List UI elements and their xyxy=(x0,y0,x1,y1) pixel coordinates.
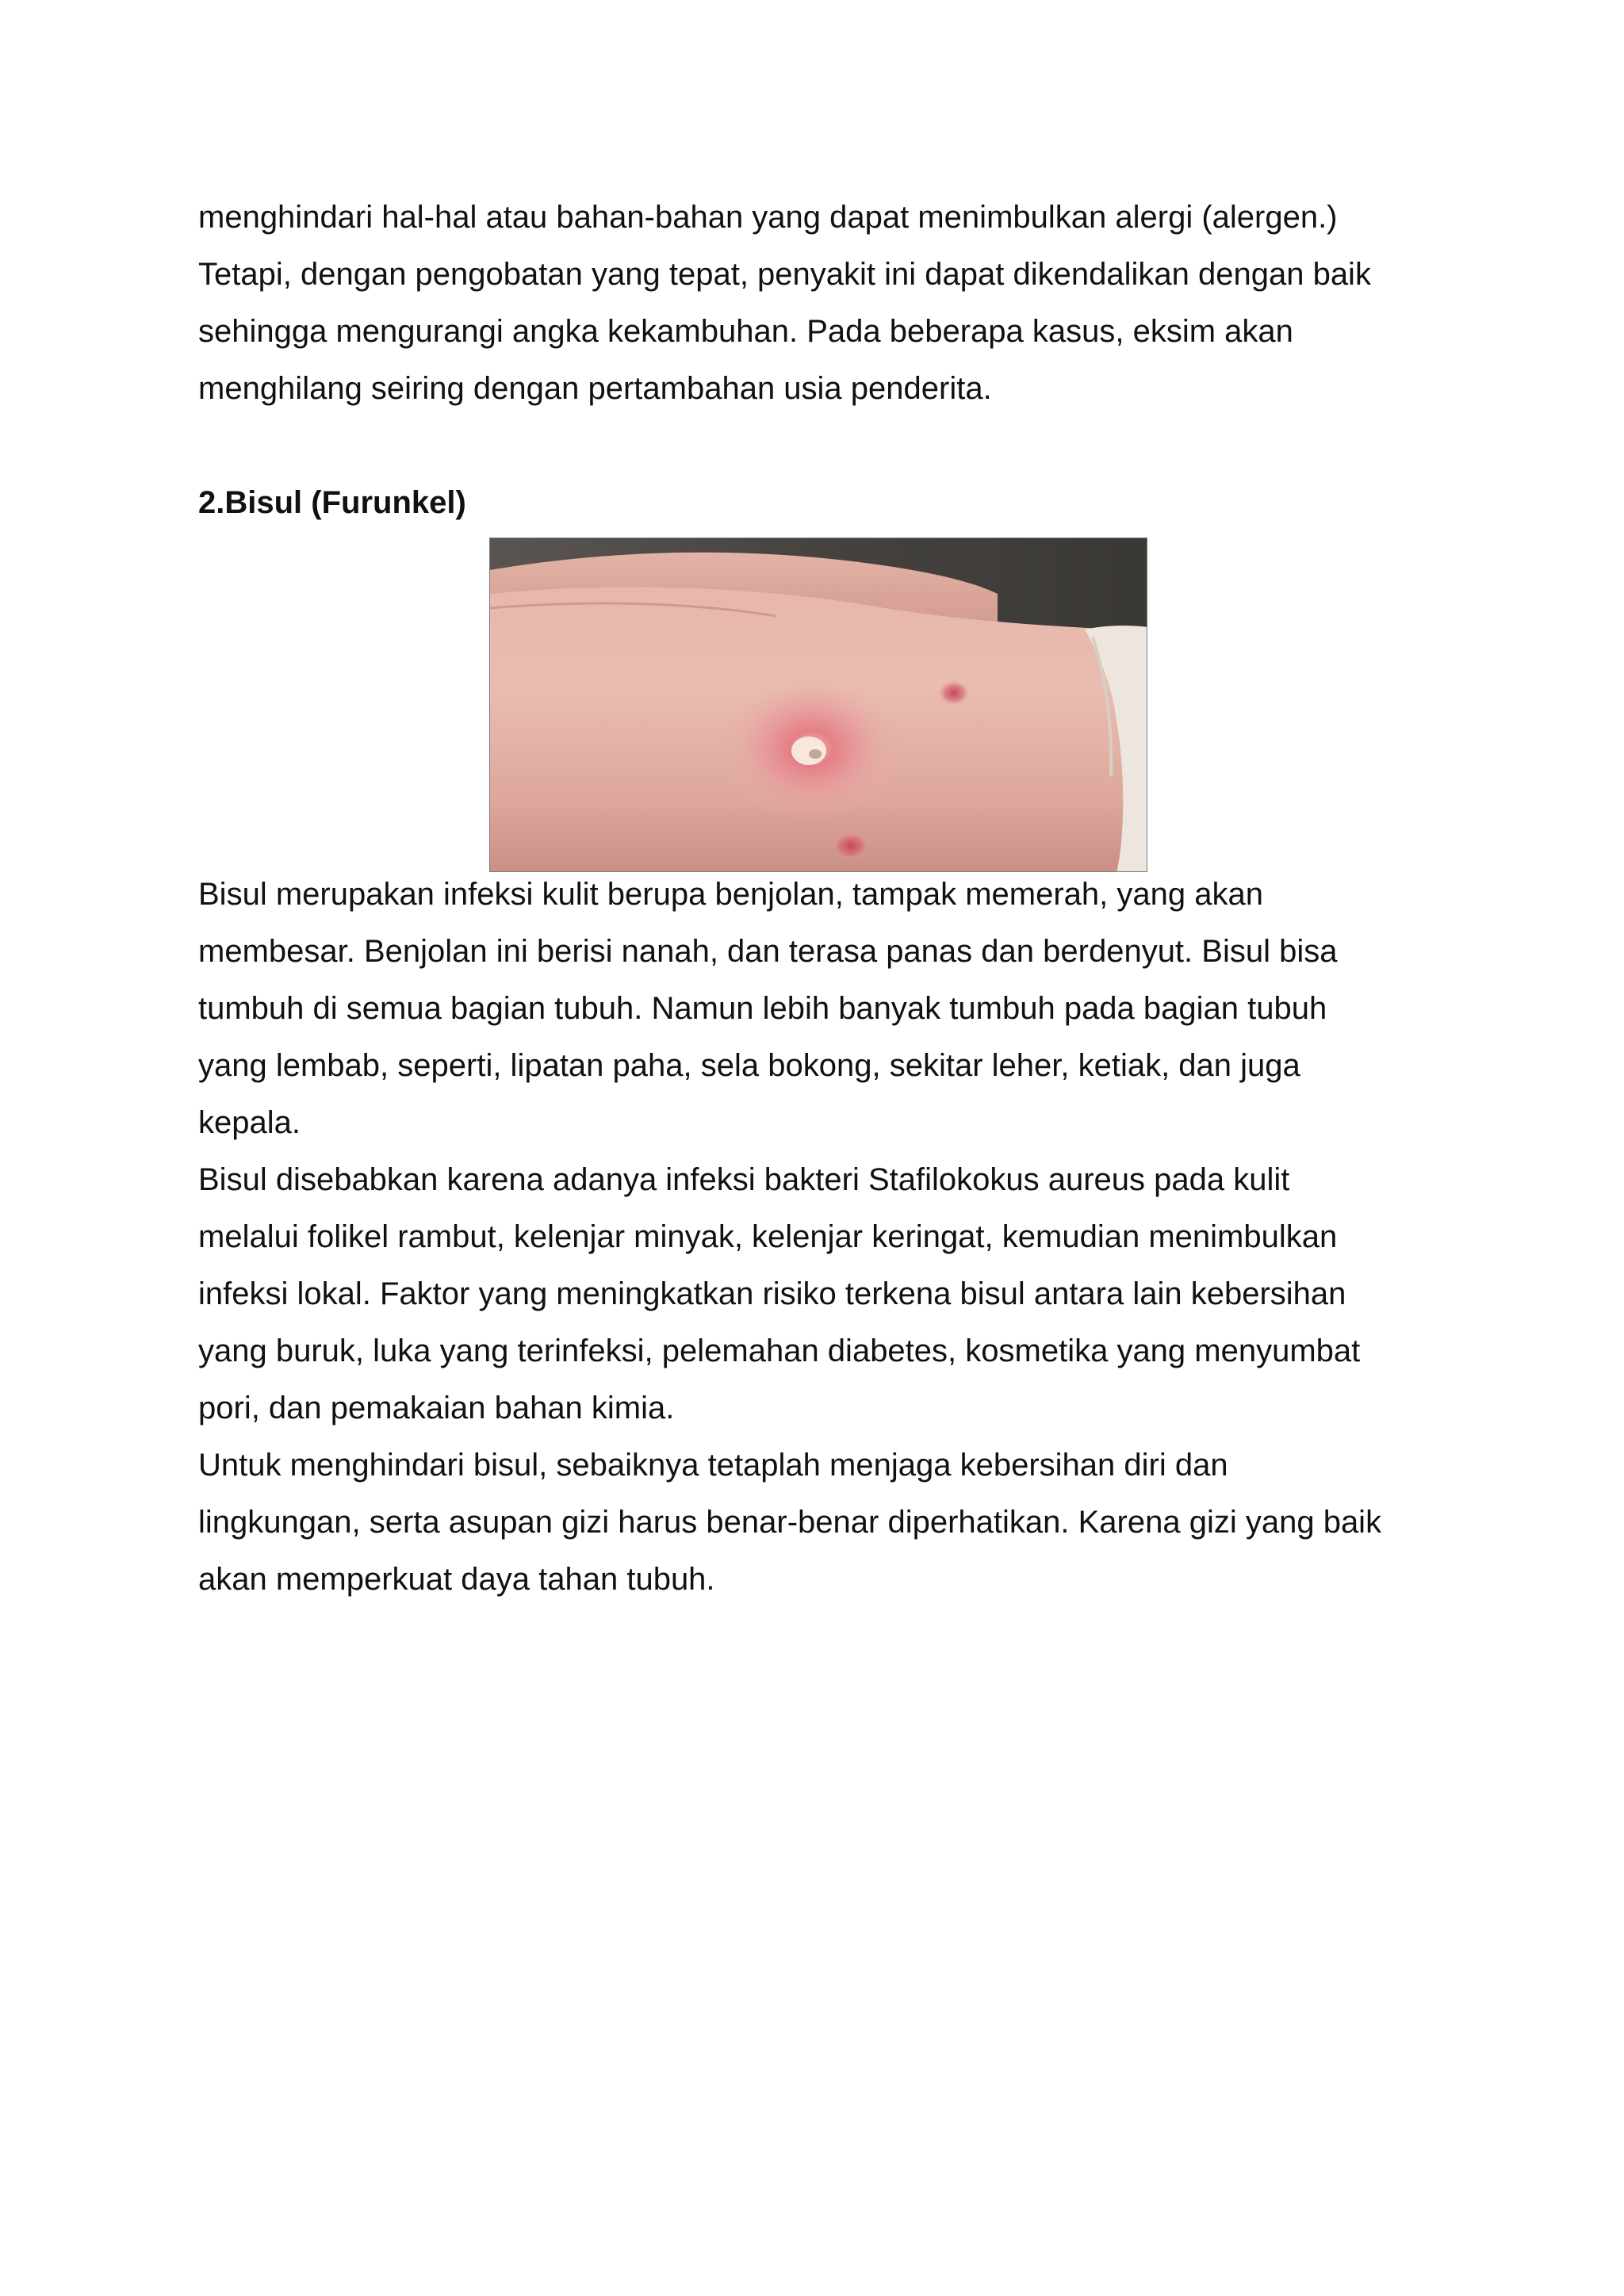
text-line: yang buruk, luka yang terinfeksi, pelemahan diabetes, kosmetika yang menyumbat xyxy=(198,1334,1361,1368)
intro-paragraph xyxy=(198,189,1467,417)
text-line: infeksi lokal. Faktor yang meningkatkan risiko terkena bisul antara lain kebersihan xyxy=(198,1276,1346,1311)
boil-on-arm-photo xyxy=(489,538,1147,872)
text-line: lingkungan, serta asupan gizi harus benar-benar diperhatikan. Karena gizi yang baik xyxy=(198,1505,1382,1540)
body-paragraphs xyxy=(198,866,1467,1608)
text-line: membesar. Benjolan ini berisi nanah, dan terasa panas dan berdenyut. Bisul bisa xyxy=(198,934,1338,969)
text-line: Untuk menghindari bisul, sebaiknya tetaplah menjaga kebersihan diri dan xyxy=(198,1448,1228,1483)
text-line: sehingga mengurangi angka kekambuhan. Pada beberapa kasus, eksim akan xyxy=(198,314,1293,349)
text-line: Bisul merupakan infeksi kulit berupa benjolan, tampak memerah, yang akan xyxy=(198,877,1263,912)
text-line: Tetapi, dengan pengobatan yang tepat, penyakit ini dapat dikendalikan dengan baik xyxy=(198,257,1371,292)
text-line: yang lembab, seperti, lipatan paha, sela bokong, sekitar leher, ketiak, dan juga xyxy=(198,1048,1300,1083)
text-line: menghilang seiring dengan pertambahan usia penderita. xyxy=(198,371,992,406)
text-line: pori, dan pemakaian bahan kimia. xyxy=(198,1391,675,1425)
text-line: melalui folikel rambut, kelenjar minyak, kelenjar keringat, kemudian menimbulkan xyxy=(198,1219,1338,1254)
text-line: akan memperkuat daya tahan tubuh. xyxy=(198,1562,715,1597)
section-heading: 2.Bisul (Furunkel) xyxy=(198,485,466,520)
text-line: tumbuh di semua bagian tubuh. Namun lebih banyak tumbuh pada bagian tubuh xyxy=(198,991,1327,1026)
text-line: kepala. xyxy=(198,1105,301,1140)
text-line: Bisul disebabkan karena adanya infeksi bakteri Stafilokokus aureus pada kulit xyxy=(198,1162,1290,1197)
text-line: menghindari hal-hal atau bahan-bahan yang dapat menimbulkan alergi (alergen.) xyxy=(198,200,1338,235)
